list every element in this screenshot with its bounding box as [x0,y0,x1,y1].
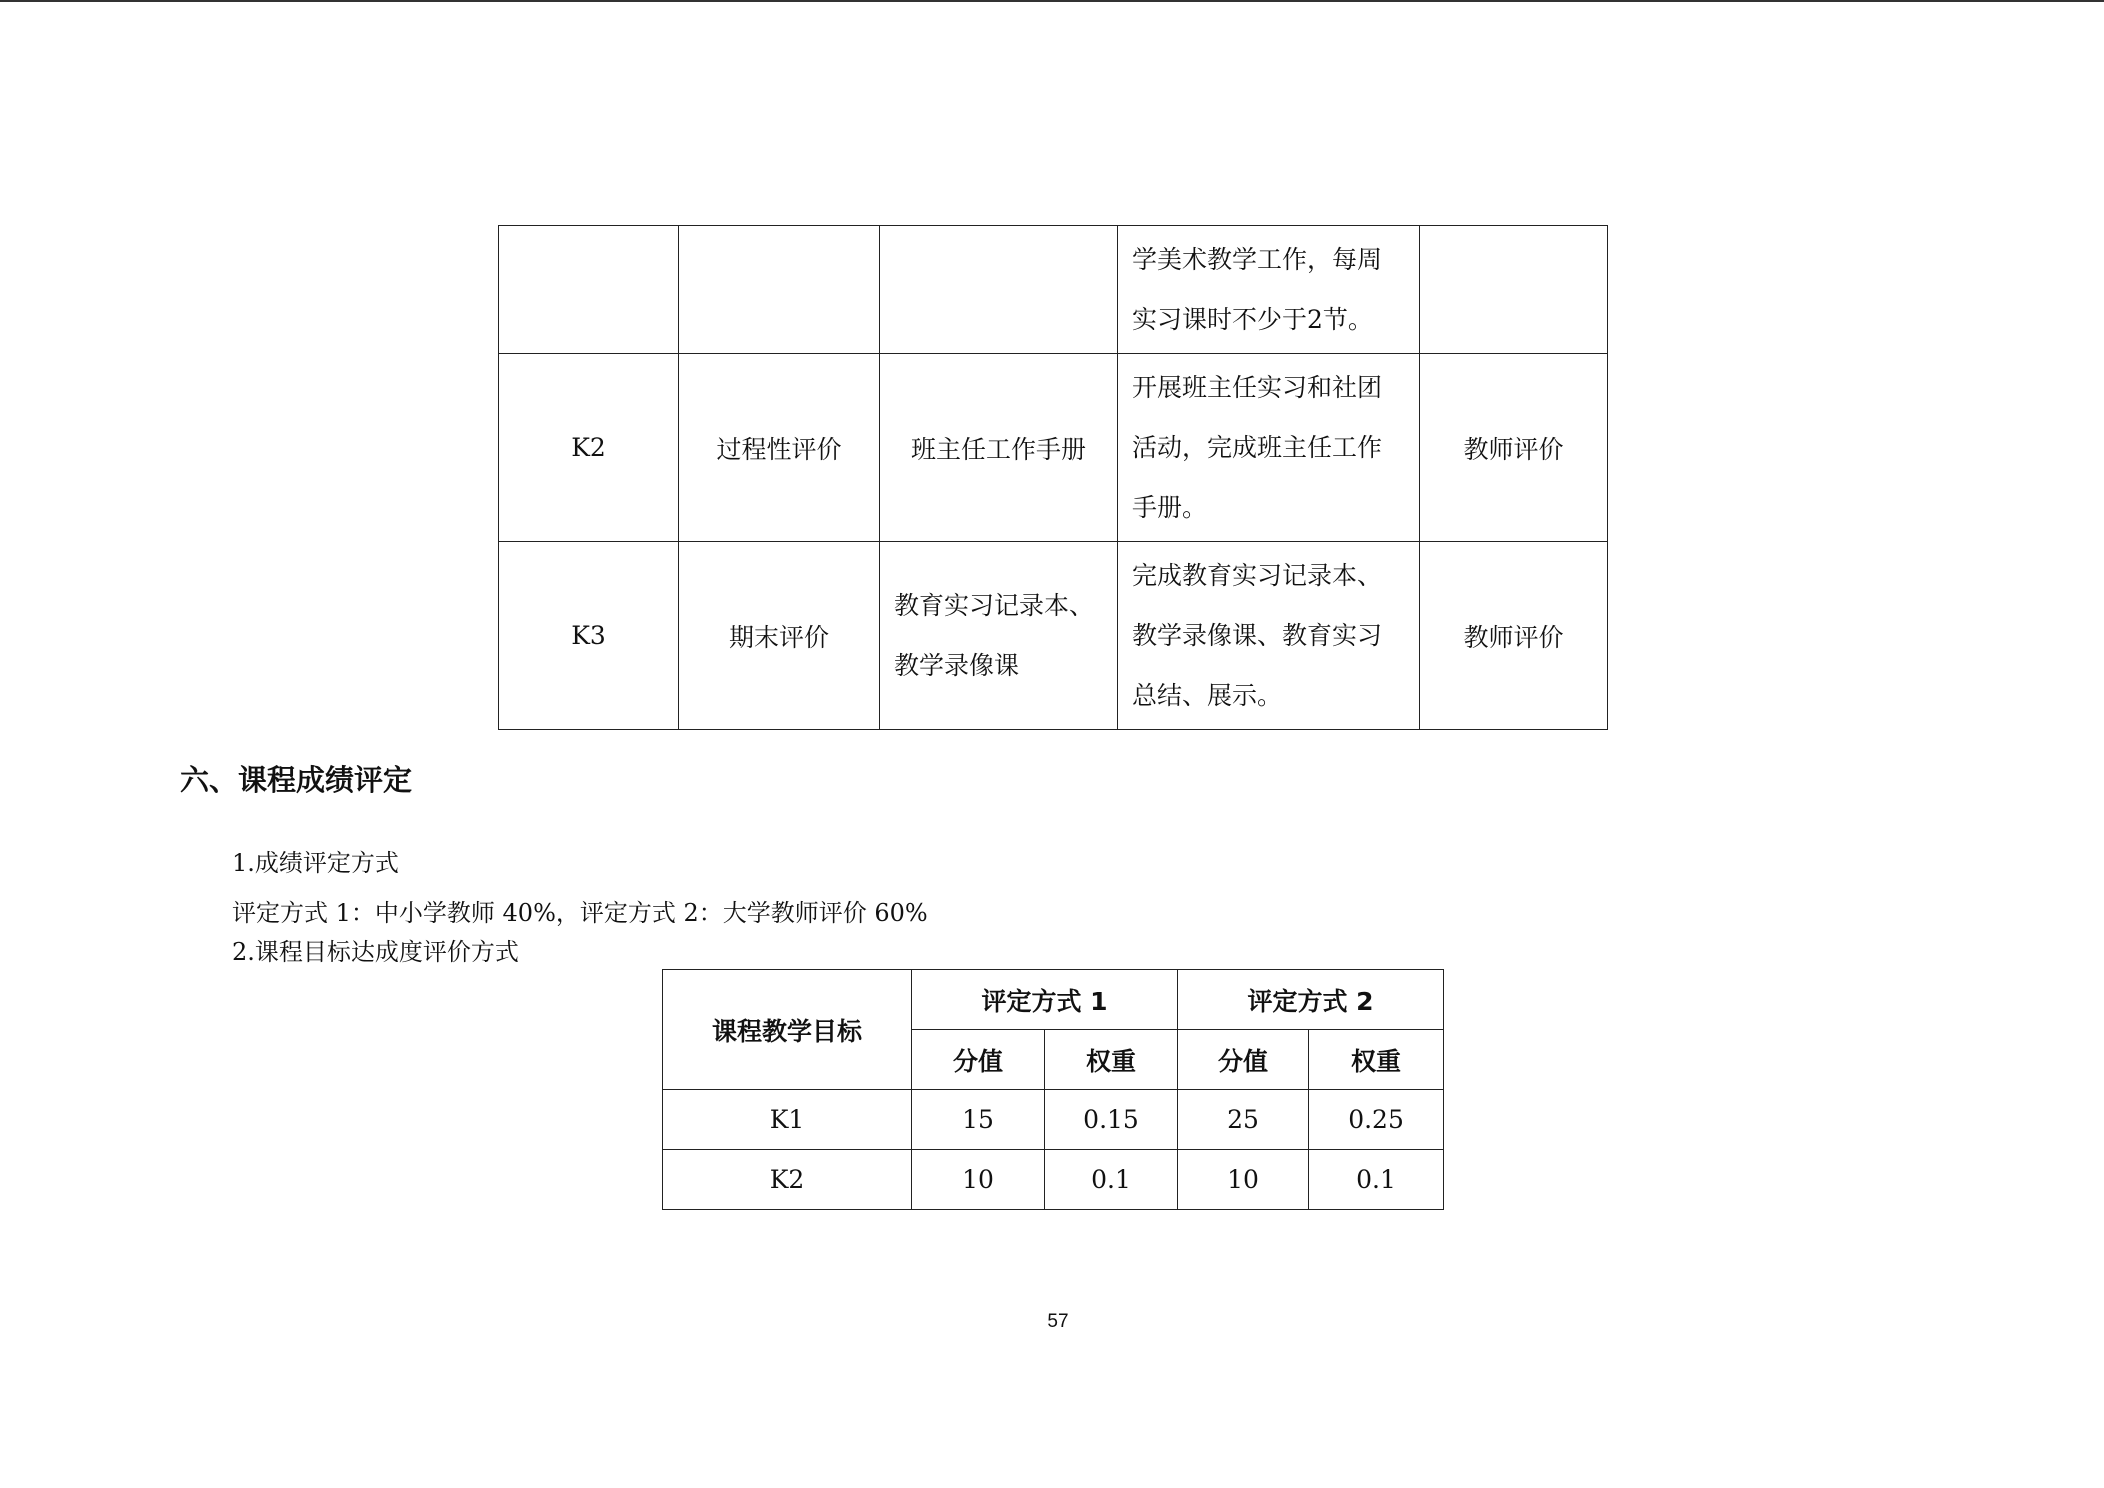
cell-method: 过程性评价 [679,354,880,542]
cell-target: K3 [499,542,679,730]
cell-method: 期末评价 [679,542,880,730]
header-score: 分值 [1178,1030,1309,1090]
cell-content [1118,354,1420,542]
header-target: 课程教学目标 [663,970,912,1090]
table-row [663,1150,1444,1210]
top-border-line [0,0,2104,2]
cell-score: 25 [1178,1090,1309,1150]
cell-line: 开展班主任实习和社团 [1132,372,1383,402]
grading-description: 评定方式 1：中小学教师 40%，评定方式 2：大学教师评价 60% [232,899,928,927]
header-method-1: 评定方式 1 [912,970,1178,1030]
cell-score: 10 [1178,1150,1309,1210]
cell-line: 总结、展示。 [1132,680,1283,710]
header-score: 分值 [912,1030,1045,1090]
cell-weight: 0.25 [1309,1090,1444,1150]
subsection-title-achievement: 2.课程目标达成度评价方式 [232,938,519,966]
section-heading: 六、课程成绩评定 [180,763,413,797]
cell-line: 完成教育实习记录本、 [1132,560,1383,590]
table-row [499,226,1608,354]
cell-content [1118,542,1420,730]
cell-line: 教学录像课、教育实习 [1132,620,1383,650]
subsection-title-grading: 1.成绩评定方式 [232,849,399,877]
cell-line: 教育实习记录本、 [894,590,1095,620]
cell-line: 学美术教学工作，每周 [1132,244,1383,274]
cell-line: 班主任工作手册 [910,434,1086,464]
cell-score: 10 [912,1150,1045,1210]
cell-subject: 教师评价 [1420,542,1608,730]
cell-target [499,226,679,354]
cell-target: K1 [663,1090,912,1150]
table-row [499,354,1608,542]
cell-subject [1420,226,1608,354]
cell-material [880,354,1118,542]
table-header-row [663,970,1444,1030]
table-row [663,1090,1444,1150]
header-method-2: 评定方式 2 [1178,970,1444,1030]
cell-material [880,542,1118,730]
cell-weight: 0.15 [1045,1090,1178,1150]
cell-weight: 0.1 [1045,1150,1178,1210]
cell-line: 手册。 [1132,492,1208,522]
score-weight-table [662,969,1444,1210]
cell-target: K2 [663,1150,912,1210]
cell-content [1118,226,1420,354]
cell-weight: 0.1 [1309,1150,1444,1210]
evaluation-table [498,225,1608,730]
cell-material [880,226,1118,354]
cell-method [679,226,880,354]
header-weight: 权重 [1045,1030,1178,1090]
cell-subject: 教师评价 [1420,354,1608,542]
cell-line: 实习课时不少于2节。 [1132,304,1373,334]
cell-line: 教学录像课 [894,650,1020,680]
cell-target: K2 [499,354,679,542]
cell-line: 活动，完成班主任工作 [1132,432,1383,462]
page-number: 57 [1047,1311,1069,1332]
cell-score: 15 [912,1090,1045,1150]
header-weight: 权重 [1309,1030,1444,1090]
table-row [499,542,1608,730]
